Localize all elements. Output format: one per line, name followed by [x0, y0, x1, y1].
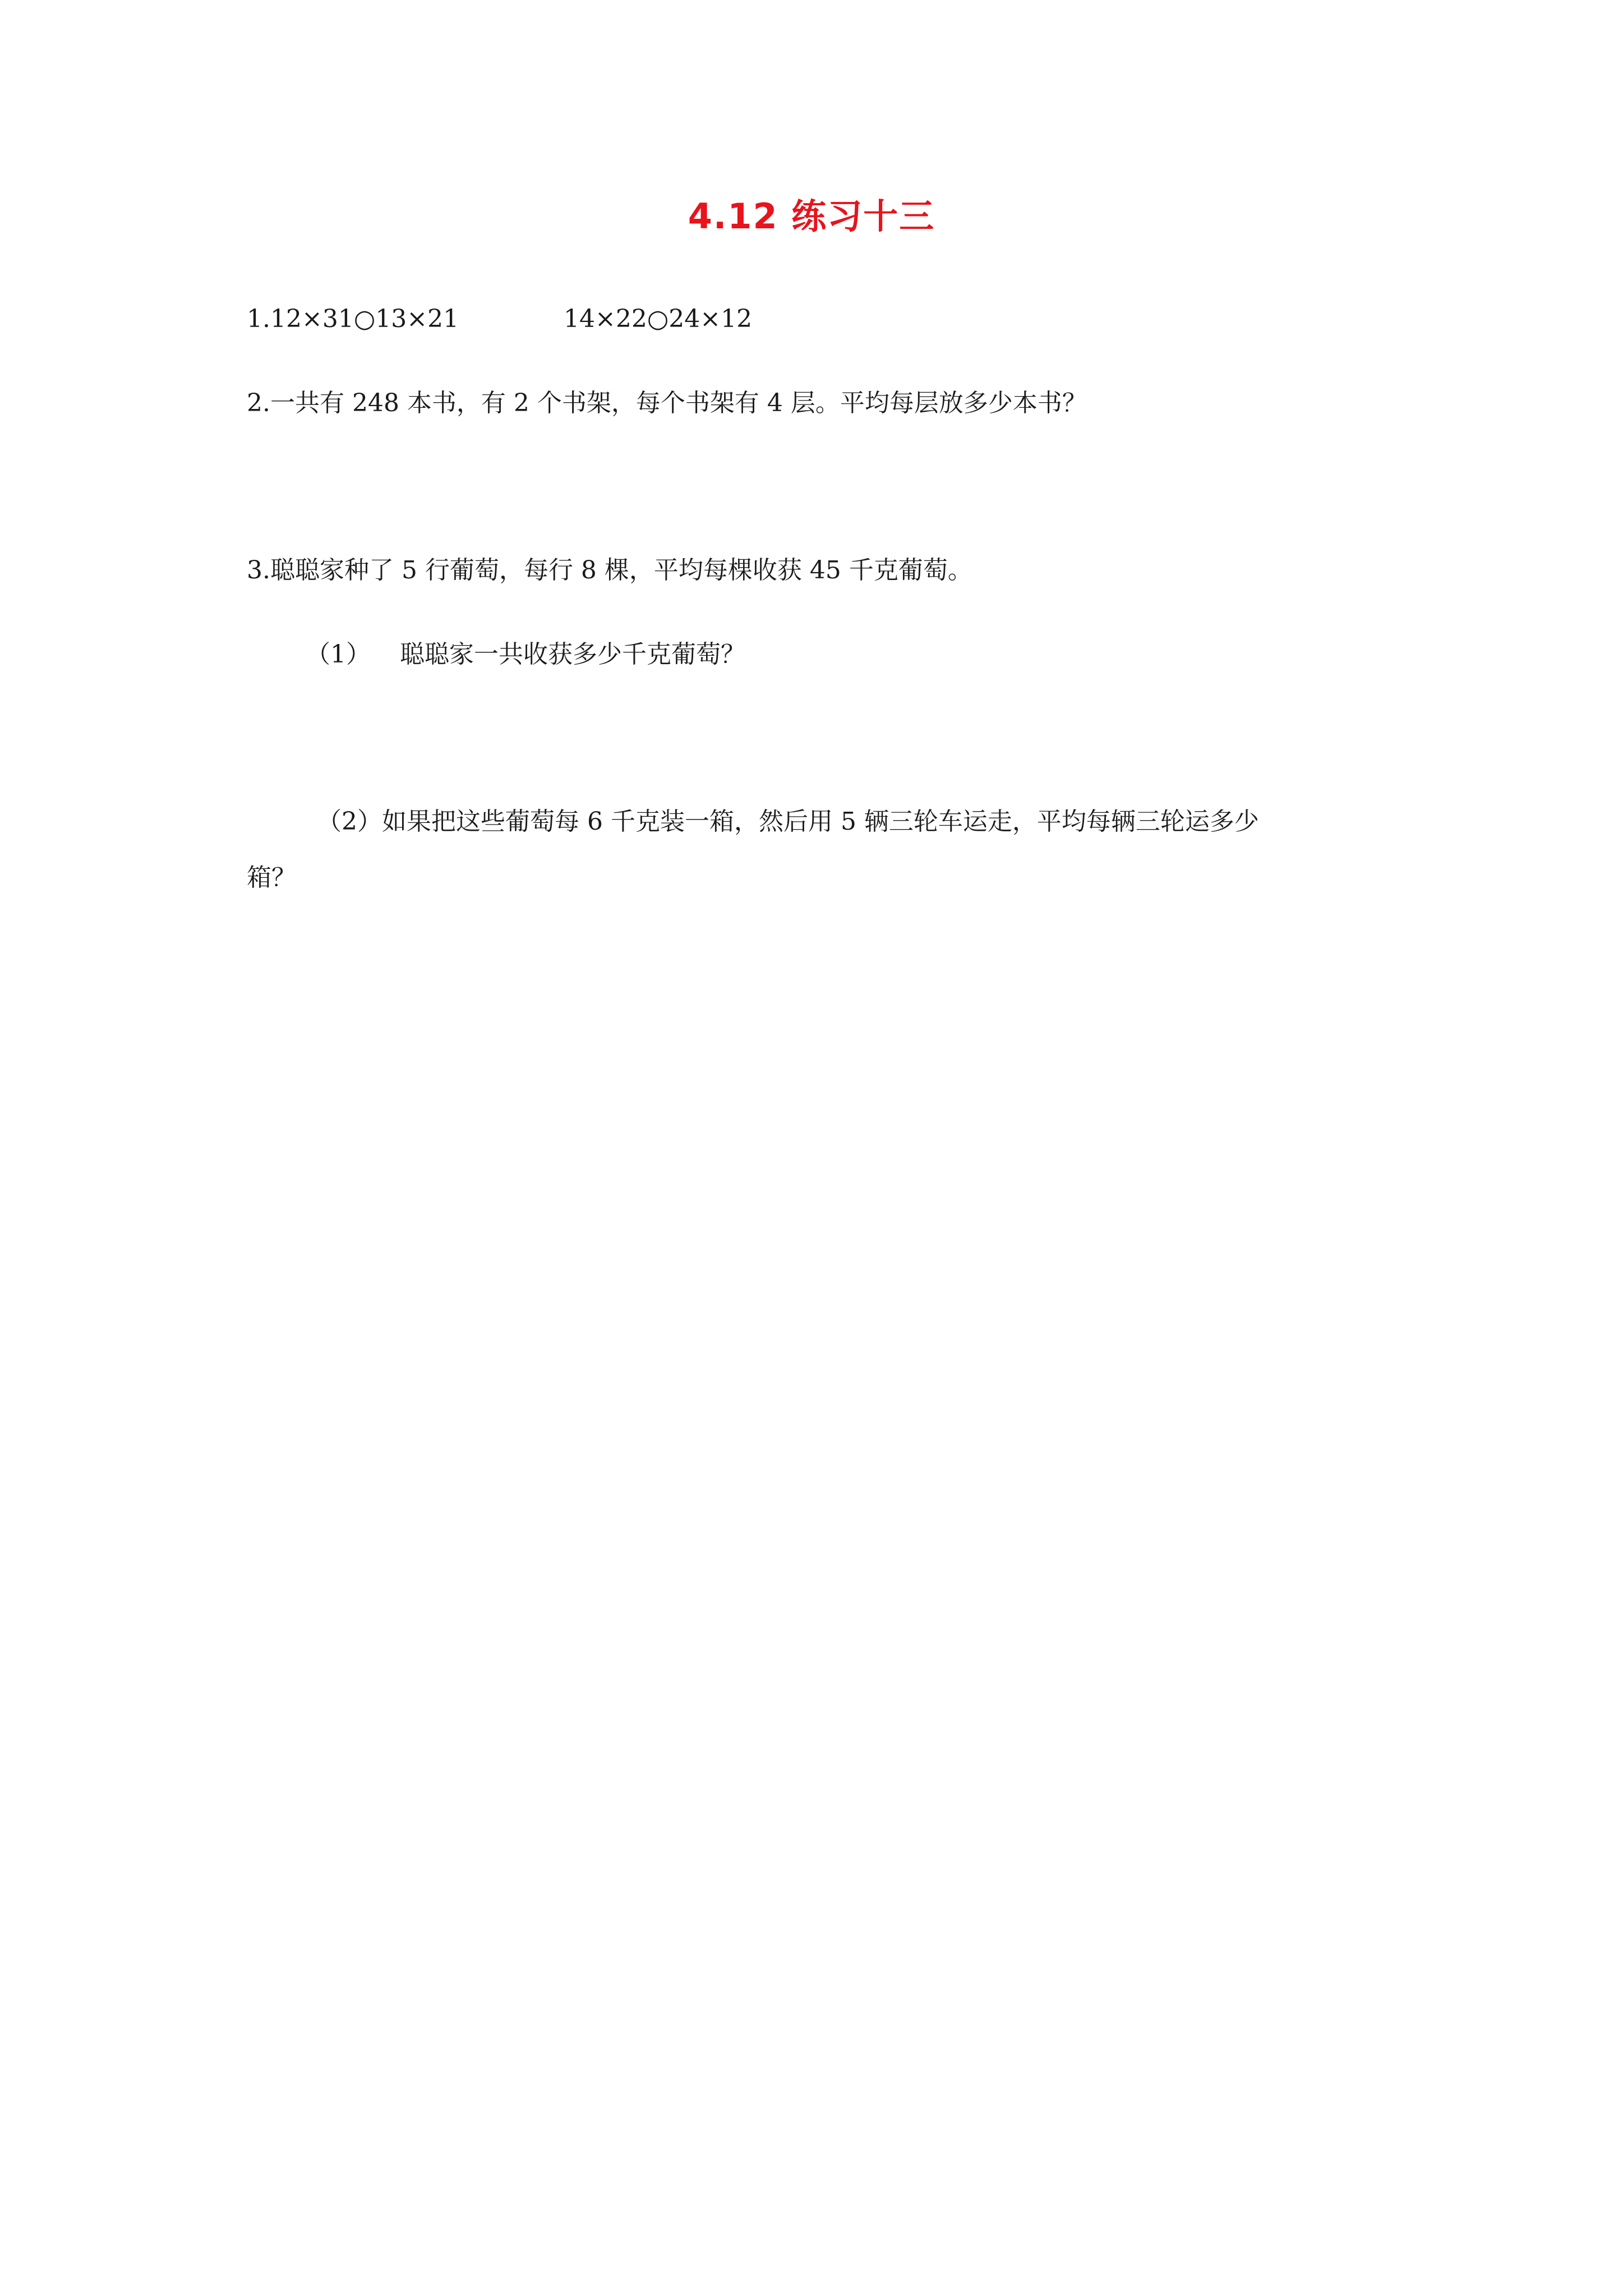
question-3-sub-2-continuation: 箱？ — [247, 863, 296, 892]
question-1-expression-b: 14×22○24×12 — [564, 305, 753, 333]
question-3-sub-1-text: 聪聪家一共收获多少千克葡萄？ — [400, 640, 745, 669]
question-3-sub-2: （2）如果把这些葡萄每 6 千克装一箱，然后用 5 辆三轮车运走，平均每辆三轮运多少 — [317, 807, 1259, 836]
question-1 — [247, 305, 753, 333]
question-2: 2.一共有 248 本书，有 2 个书架，每个书架有 4 层。平均每层放多少本书？ — [247, 389, 1087, 417]
question-3: 3.聪聪家种了 5 行葡萄，每行 8 棵，平均每棵收获 45 千克葡萄。 — [247, 556, 972, 585]
question-3-sub-1 — [306, 640, 745, 669]
question-3-sub-1-label: （1） — [306, 640, 371, 669]
page-title: 4.12 练习十三 — [688, 196, 935, 237]
question-1-expression-a: 1.12×31○13×21 — [247, 305, 459, 333]
